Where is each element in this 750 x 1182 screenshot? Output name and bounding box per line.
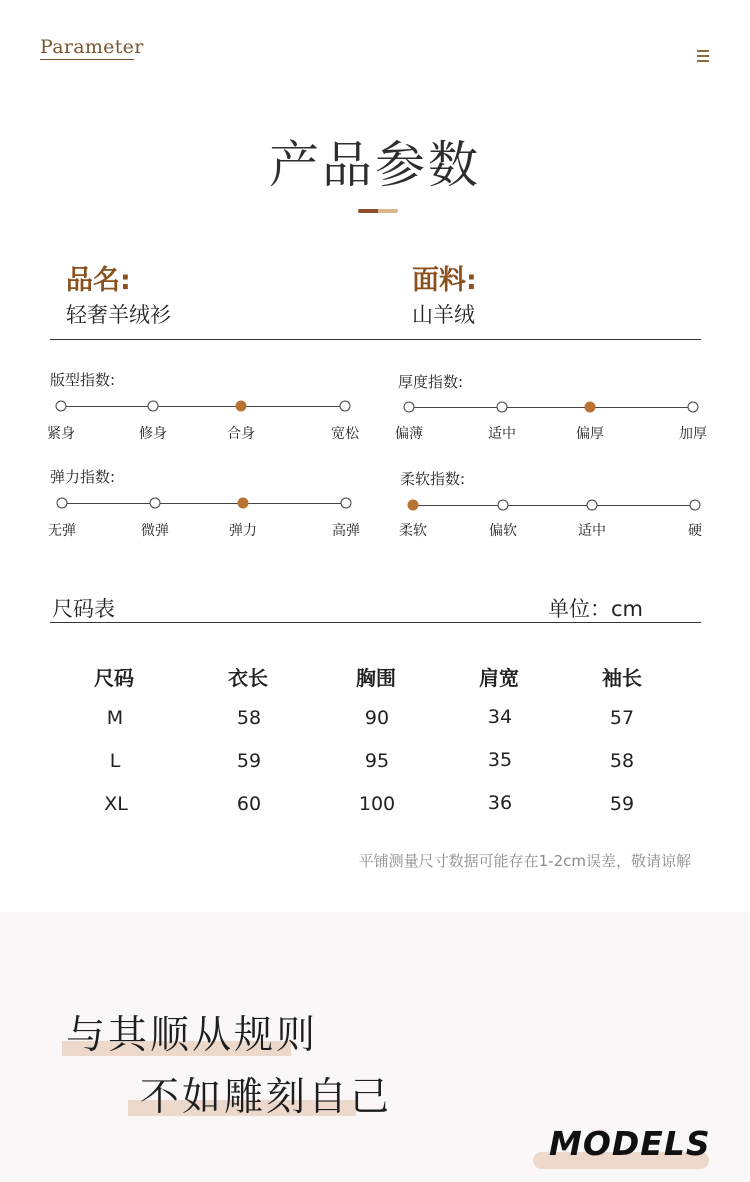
fit-scale-label: 合身 [227, 426, 255, 442]
size-chart-divider [50, 622, 701, 623]
brand-title: Parameter [40, 36, 144, 58]
softness-scale-dot [408, 500, 419, 511]
softness-scale-label: 硬 [688, 523, 702, 539]
length-header: 衣长 [228, 666, 268, 690]
thickness-scale-track [409, 407, 693, 408]
title-decoration [358, 209, 398, 213]
models-label: MODELS [549, 1124, 711, 1163]
elasticity-index-title: 弹力指数: [50, 468, 116, 486]
softness-scale-track [413, 505, 695, 506]
elasticity-scale-label: 无弹 [48, 523, 76, 539]
table-cell: 95 [364, 750, 390, 772]
table-cell: XL [104, 793, 128, 815]
table-cell: 100 [358, 793, 396, 815]
table-cell: 57 [609, 707, 635, 729]
thickness-scale-dot [585, 402, 596, 413]
elasticity-scale-label: 弹力 [229, 523, 257, 539]
table-cell: 58 [609, 750, 635, 772]
fit-scale-label: 宽松 [331, 426, 359, 442]
fabric-label: 面料: [412, 265, 477, 296]
table-cell: L [109, 750, 121, 772]
table-cell: M [106, 707, 124, 729]
table-cell: 36 [487, 792, 513, 814]
table-cell: 35 [487, 749, 513, 771]
elasticity-scale-label: 微弹 [141, 523, 169, 539]
fit-index-title: 版型指数: [50, 371, 116, 389]
elasticity-scale-dot [238, 498, 249, 509]
shoulder-header: 肩宽 [479, 666, 519, 690]
info-divider [50, 339, 701, 340]
menu-icon[interactable] [697, 50, 709, 63]
thickness-scale-label: 适中 [488, 426, 516, 442]
softness-scale-label: 柔软 [399, 523, 427, 539]
table-cell: 59 [609, 793, 635, 815]
table-cell: 58 [236, 707, 262, 729]
elasticity-scale-dot [150, 498, 161, 509]
elasticity-scale-dot [341, 498, 352, 509]
softness-scale-dot [690, 500, 701, 511]
measurement-note: 平铺测量尺寸数据可能存在1-2cm误差，敬请谅解 [358, 852, 691, 870]
thickness-scale-dot [497, 402, 508, 413]
table-cell: 34 [487, 706, 513, 728]
size-chart-unit: 单位：cm [548, 597, 644, 621]
elasticity-scale-dot [57, 498, 68, 509]
elasticity-scale-track [62, 503, 346, 504]
brand-underline [40, 59, 134, 60]
sleeve-header: 袖长 [602, 666, 642, 690]
fit-scale-dot [148, 401, 159, 412]
fit-scale-dot [340, 401, 351, 412]
fit-scale-track [61, 406, 345, 407]
size-header: 尺码 [94, 666, 134, 690]
page-title: 产品参数 [269, 136, 481, 194]
thickness-scale-label: 加厚 [679, 426, 707, 442]
table-cell: 59 [236, 750, 262, 772]
thickness-scale-dot [688, 402, 699, 413]
softness-scale-dot [587, 500, 598, 511]
chest-header: 胸围 [356, 666, 396, 690]
softness-scale-label: 适中 [578, 523, 606, 539]
fit-scale-label: 修身 [139, 426, 167, 442]
fit-scale-dot [56, 401, 67, 412]
thickness-scale-label: 偏薄 [395, 426, 423, 442]
thickness-index-title: 厚度指数: [398, 373, 464, 391]
product-name-label: 品名: [66, 265, 131, 296]
fabric-value: 山羊绒 [412, 303, 475, 327]
elasticity-scale-label: 高弹 [332, 523, 360, 539]
softness-scale-dot [498, 500, 509, 511]
table-cell: 60 [236, 793, 262, 815]
softness-index-title: 柔软指数: [400, 470, 466, 488]
slogan-line-1: 与其顺从规则 [66, 1013, 319, 1058]
product-name-value: 轻奢羊绒衫 [66, 303, 171, 327]
slogan-line-2: 不如雕刻自己 [140, 1075, 393, 1120]
softness-scale-label: 偏软 [489, 523, 517, 539]
size-chart-title: 尺码表 [52, 597, 115, 621]
table-cell: 90 [364, 707, 390, 729]
fit-scale-dot [236, 401, 247, 412]
thickness-scale-dot [404, 402, 415, 413]
fit-scale-label: 紧身 [47, 426, 75, 442]
thickness-scale-label: 偏厚 [576, 426, 604, 442]
